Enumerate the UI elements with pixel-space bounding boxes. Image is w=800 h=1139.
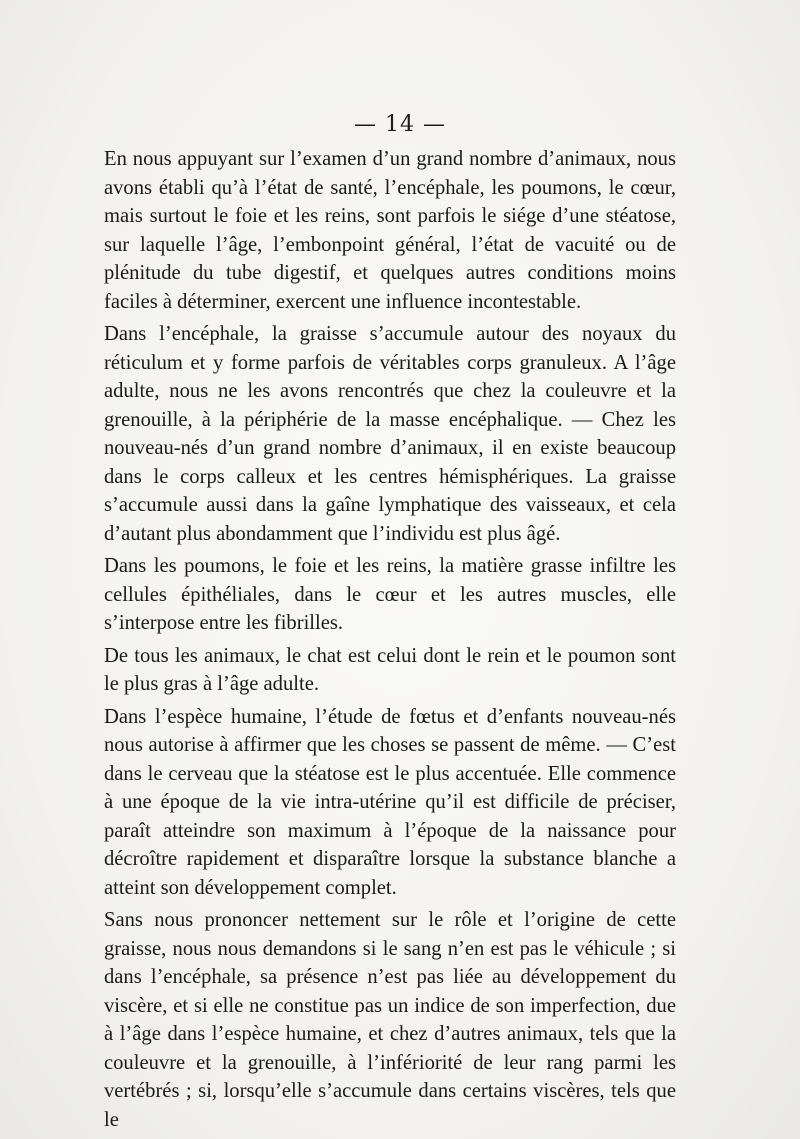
paragraph: Dans les poumons, le foie et les reins, la matière grasse infiltre les cellules épithéliales, dans le cœur et les autres muscles, elle s’interpose entre les fibrilles. [104,555,676,634]
paragraph: Dans l’espèce humaine, l’étude de fœtus et d’enfants nouveau-nés nous autorise à affirmer que les choses se passent de même. — C’est dans le cerveau que la stéatose est le plus accentuée. Elle commence à une époque de la vie intra-utérine qu’il est difficile de préciser, paraît atteindre son maximum à l’époque de la naissance pour décroître rapidement et disparaître lorsque la substance blanche a atteint son développement complet. [104,705,676,899]
body-text [104,145,676,1138]
paragraph: Sans nous prononcer nettement sur le rôle et l’origine de cette graisse, nous nous demandons si le sang n’en est pas le véhicule ; si dans l’encéphale, sa présence n’est pas liée au développement du viscère, et si elle ne constitue pas un indice de son imperfection, due à l’âge dans l’espèce humaine, et chez d’autres animaux, tels que la couleuvre et la grenouille, à l’infériorité de leur rang parmi les vertébrés ; si, lorsqu’elle s’accumule dans certains viscères, tels que le [104,909,676,1131]
paragraph: En nous appuyant sur l’examen d’un grand nombre d’animaux, nous avons établi qu’à l’état de santé, l’encéphale, les poumons, le cœur, mais surtout le foie et les reins, sont parfois le siége d’une stéatose, sur laquelle l’âge, l’embonpoint général, l’état de vacuité ou de plénitude du tube digestif, et quelques autres conditions moins faciles à déterminer, exercent une influence incontestable. [104,148,676,313]
paragraph: Dans l’encéphale, la graisse s’accumule autour des noyaux du réticulum et y forme parfois de véritables corps granuleux. A l’âge adulte, nous ne les avons rencontrés que chez la couleuvre et la grenouille, à la périphérie de la masse encéphalique. — Chez les nouveau-nés d’un grand nombre d’animaux, il en existe beaucoup dans le corps calleux et les centres hémisphériques. La graisse s’accumule aussi dans la gaîne lymphatique des vaisseaux, et cela d’autant plus abondamment que l’individu est plus âgé. [104,323,676,545]
paragraph: De tous les animaux, le chat est celui dont le rein et le poumon sont le plus gras à l’âge adulte. [104,644,676,695]
page-number: — 14 — [354,112,446,137]
